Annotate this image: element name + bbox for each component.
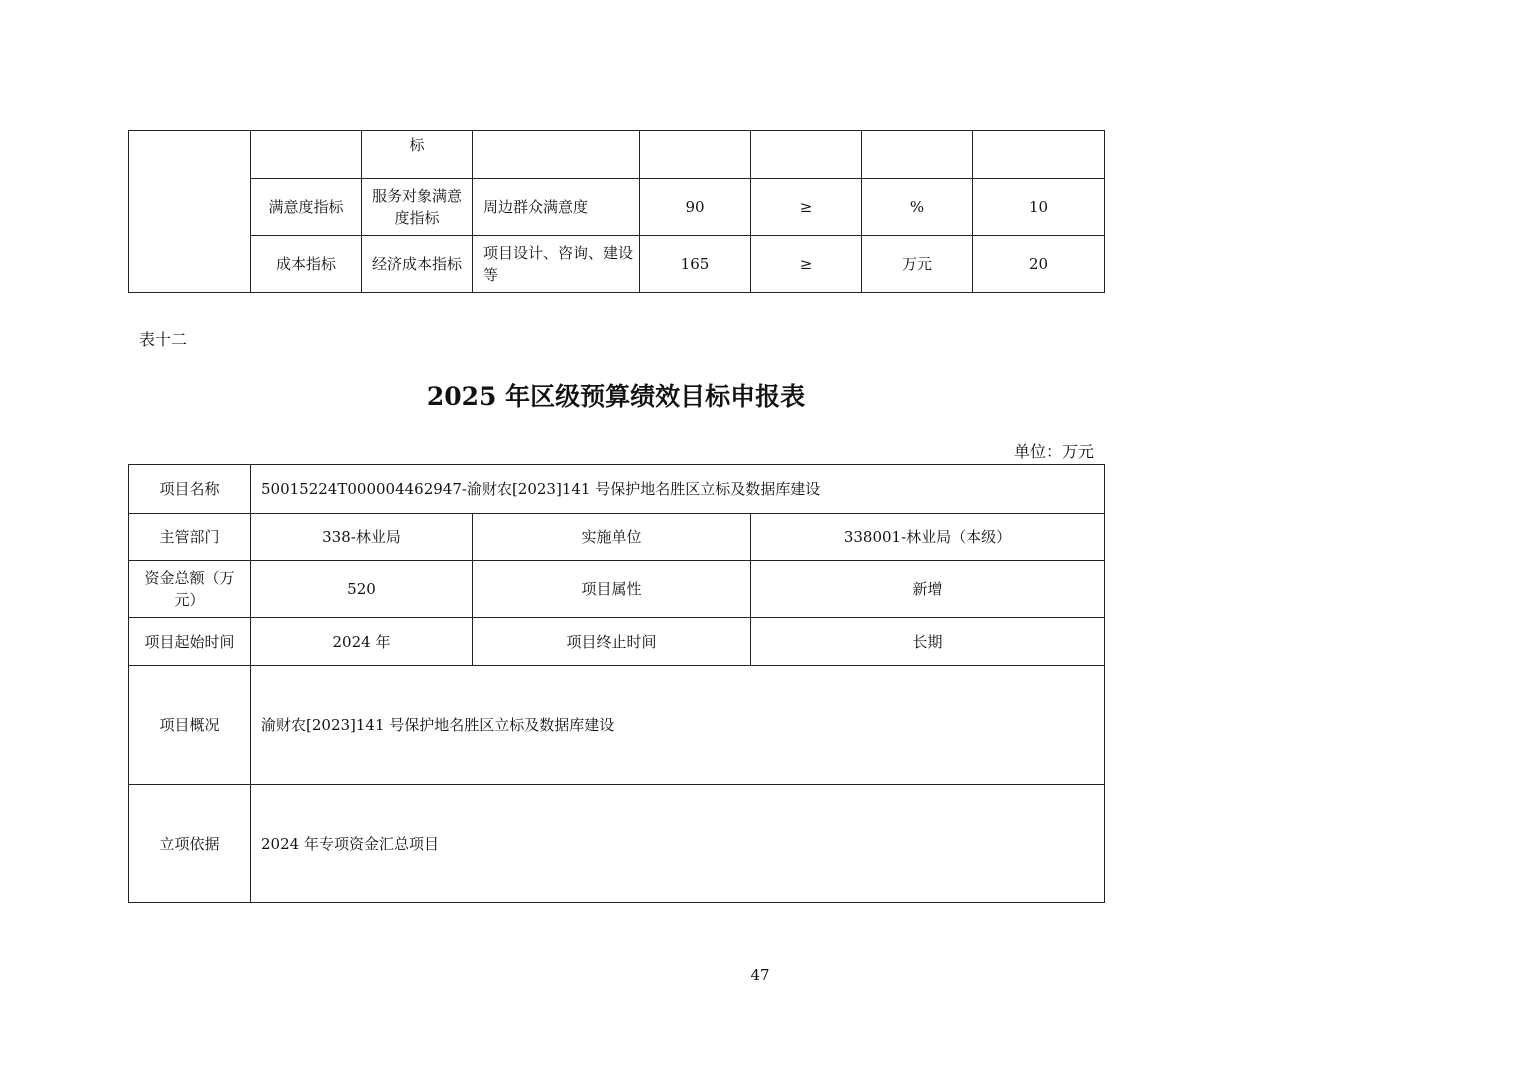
dept-value: 338-林业局: [251, 514, 473, 561]
unit-cell: 万元: [862, 236, 973, 293]
indicator-cell: 项目设计、咨询、建设等: [473, 236, 640, 293]
table-caption-label: 表十二: [139, 330, 188, 349]
empty-cell: [862, 131, 973, 179]
table-row: [129, 465, 1105, 514]
basis-value: 2024 年专项资金汇总项目: [251, 785, 1105, 903]
empty-category-cell: [129, 131, 251, 293]
page-title: 2025 年区级预算绩效目标申报表: [426, 382, 806, 411]
unit-cell: %: [862, 179, 973, 236]
weight-cell: 10: [973, 179, 1105, 236]
budget-target-table: [128, 464, 1105, 903]
continued-indicator-table: [128, 130, 1105, 293]
table-row: [129, 131, 1105, 179]
page-number: 47: [750, 966, 770, 984]
overview-value: 渝财农[2023]141 号保护地名胜区立标及数据库建设: [251, 666, 1105, 785]
value-cell: 165: [640, 236, 751, 293]
table-row: [129, 179, 1105, 236]
empty-cell: [473, 131, 640, 179]
project-attr-label: 项目属性: [473, 561, 751, 618]
project-attr-value: 新增: [751, 561, 1105, 618]
table-row: [129, 236, 1105, 293]
indicator-cell: 周边群众满意度: [473, 179, 640, 236]
end-time-value: 长期: [751, 618, 1105, 666]
empty-cell: [251, 131, 362, 179]
table-row: [129, 618, 1105, 666]
overview-label: 项目概况: [129, 666, 251, 785]
table-row: [129, 561, 1105, 618]
table-row: [129, 785, 1105, 903]
operator-cell: ≥: [751, 179, 862, 236]
fund-total-label: 资金总额（万元）: [129, 561, 251, 618]
empty-cell: [640, 131, 751, 179]
weight-cell: 20: [973, 236, 1105, 293]
unit-label: 单位：万元: [1013, 442, 1094, 461]
end-time-label: 项目终止时间: [473, 618, 751, 666]
impl-unit-label: 实施单位: [473, 514, 751, 561]
empty-cell: [751, 131, 862, 179]
table-row: [129, 514, 1105, 561]
operator-cell: ≥: [751, 236, 862, 293]
subcategory-cell: 标: [362, 131, 473, 179]
project-name-value: 50015224T000004462947-渝财农[2023]141 号保护地名胜区立标及数据库建设: [251, 465, 1105, 514]
start-time-value: 2024 年: [251, 618, 473, 666]
impl-unit-value: 338001-林业局（本级）: [751, 514, 1105, 561]
subcategory-cell: 服务对象满意度指标: [362, 179, 473, 236]
value-cell: 90: [640, 179, 751, 236]
category-cell: 满意度指标: [251, 179, 362, 236]
empty-cell: [973, 131, 1105, 179]
category-cell: 成本指标: [251, 236, 362, 293]
subcategory-cell: 经济成本指标: [362, 236, 473, 293]
project-name-label: 项目名称: [129, 465, 251, 514]
fund-total-value: 520: [251, 561, 473, 618]
dept-label: 主管部门: [129, 514, 251, 561]
table-row: [129, 666, 1105, 785]
basis-label: 立项依据: [129, 785, 251, 903]
start-time-label: 项目起始时间: [129, 618, 251, 666]
